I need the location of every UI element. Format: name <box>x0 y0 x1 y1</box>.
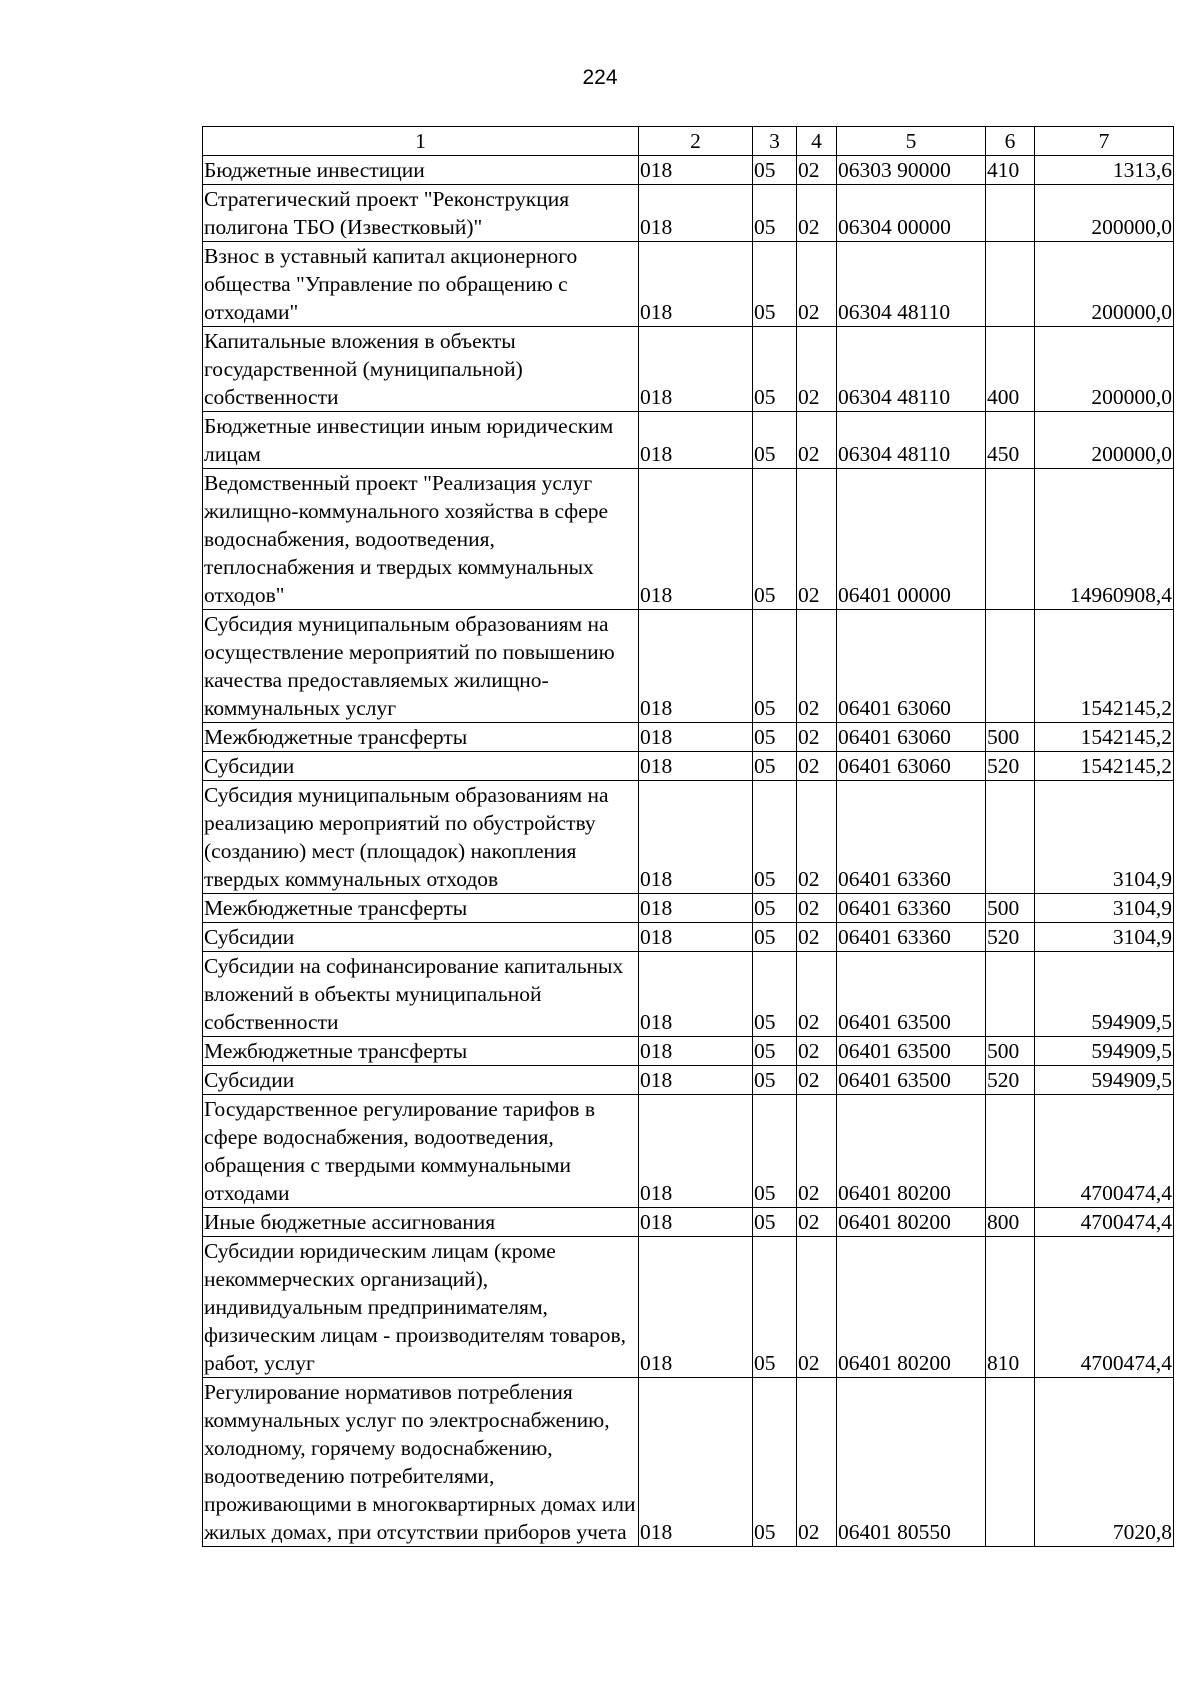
page-number: 224 <box>582 66 618 89</box>
expense-type-cell: 520 <box>986 923 1035 952</box>
code-cell: 018 <box>639 1037 753 1066</box>
amount-cell: 1542145,2 <box>1035 610 1174 723</box>
header-cell: 1 <box>203 127 639 156</box>
header-row <box>203 127 1174 156</box>
subsection-cell: 02 <box>797 894 837 923</box>
code-cell: 018 <box>639 1378 753 1547</box>
target-article-cell: 06304 48110 <box>837 412 986 469</box>
amount-cell: 1313,6 <box>1035 156 1174 185</box>
code-cell: 018 <box>639 1095 753 1208</box>
amount-cell: 4700474,4 <box>1035 1095 1174 1208</box>
subsection-cell: 02 <box>797 469 837 610</box>
table-row <box>203 1237 1174 1378</box>
row-name-cell: Регулирование нормативов потребления коммунальных услуг по электроснабжению, холодному, горячему водоснабжению, водоотведению потребителями, проживающими в многоквартирных домах или жилых домах, при отсутствии приборов учета <box>203 1378 639 1547</box>
section-cell: 05 <box>753 781 797 894</box>
target-article-cell: 06304 00000 <box>837 185 986 242</box>
row-name-cell: Взнос в уставный капитал акционерного общества "Управление по обращению с отходами" <box>203 242 639 327</box>
section-cell: 05 <box>753 1237 797 1378</box>
table-row <box>203 610 1174 723</box>
subsection-cell: 02 <box>797 1378 837 1547</box>
section-cell: 05 <box>753 1066 797 1095</box>
row-name-cell: Субсидия муниципальным образованиям на осуществление мероприятий по повышению качества предоставляемых жилищно-коммунальных услуг <box>203 610 639 723</box>
expense-type-cell: 520 <box>986 1066 1035 1095</box>
amount-cell: 1542145,2 <box>1035 723 1174 752</box>
target-article-cell: 06401 63360 <box>837 781 986 894</box>
amount-cell: 200000,0 <box>1035 327 1174 412</box>
target-article-cell: 06303 90000 <box>837 156 986 185</box>
subsection-cell: 02 <box>797 242 837 327</box>
expense-type-cell: 500 <box>986 723 1035 752</box>
subsection-cell: 02 <box>797 327 837 412</box>
header-cell: 5 <box>837 127 986 156</box>
row-name-cell: Бюджетные инвестиции <box>203 156 639 185</box>
table-row <box>203 752 1174 781</box>
amount-cell: 3104,9 <box>1035 923 1174 952</box>
target-article-cell: 06401 63500 <box>837 1037 986 1066</box>
expense-type-cell <box>986 1095 1035 1208</box>
table-row <box>203 185 1174 242</box>
subsection-cell: 02 <box>797 1066 837 1095</box>
target-article-cell: 06401 63060 <box>837 723 986 752</box>
code-cell: 018 <box>639 156 753 185</box>
expense-type-cell: 400 <box>986 327 1035 412</box>
row-name-cell: Субсидии <box>203 752 639 781</box>
expense-type-cell <box>986 469 1035 610</box>
subsection-cell: 02 <box>797 752 837 781</box>
section-cell: 05 <box>753 412 797 469</box>
row-name-cell: Субсидии юридическим лицам (кроме некоммерческих организаций), индивидуальным предпринимателям, физическим лицам - производителям товаров, работ, услуг <box>203 1237 639 1378</box>
section-cell: 05 <box>753 610 797 723</box>
header-cell: 7 <box>1035 127 1174 156</box>
row-name-cell: Субсидии <box>203 923 639 952</box>
subsection-cell: 02 <box>797 923 837 952</box>
code-cell: 018 <box>639 412 753 469</box>
target-article-cell: 06304 48110 <box>837 327 986 412</box>
expense-type-cell: 450 <box>986 412 1035 469</box>
amount-cell: 594909,5 <box>1035 1066 1174 1095</box>
code-cell: 018 <box>639 723 753 752</box>
table-row <box>203 1066 1174 1095</box>
row-name-cell: Межбюджетные трансферты <box>203 894 639 923</box>
amount-cell: 4700474,4 <box>1035 1237 1174 1378</box>
header-cell: 2 <box>639 127 753 156</box>
expense-type-cell: 810 <box>986 1237 1035 1378</box>
amount-cell: 594909,5 <box>1035 952 1174 1037</box>
subsection-cell: 02 <box>797 1237 837 1378</box>
section-cell: 05 <box>753 1095 797 1208</box>
table-row <box>203 781 1174 894</box>
section-cell: 05 <box>753 723 797 752</box>
header-cell: 3 <box>753 127 797 156</box>
amount-cell: 200000,0 <box>1035 412 1174 469</box>
expense-type-cell <box>986 781 1035 894</box>
amount-cell: 7020,8 <box>1035 1378 1174 1547</box>
row-name-cell: Капитальные вложения в объекты государственной (муниципальной) собственности <box>203 327 639 412</box>
budget-table <box>202 126 1174 1547</box>
amount-cell: 14960908,4 <box>1035 469 1174 610</box>
row-name-cell: Межбюджетные трансферты <box>203 723 639 752</box>
code-cell: 018 <box>639 952 753 1037</box>
subsection-cell: 02 <box>797 1037 837 1066</box>
table-row <box>203 412 1174 469</box>
section-cell: 05 <box>753 752 797 781</box>
table-row <box>203 1095 1174 1208</box>
row-name-cell: Бюджетные инвестиции иным юридическим лицам <box>203 412 639 469</box>
amount-cell: 4700474,4 <box>1035 1208 1174 1237</box>
expense-type-cell: 520 <box>986 752 1035 781</box>
code-cell: 018 <box>639 894 753 923</box>
table-row <box>203 242 1174 327</box>
table-row <box>203 923 1174 952</box>
expense-type-cell <box>986 952 1035 1037</box>
section-cell: 05 <box>753 469 797 610</box>
table-row <box>203 1378 1174 1547</box>
target-article-cell: 06401 63060 <box>837 610 986 723</box>
subsection-cell: 02 <box>797 1095 837 1208</box>
subsection-cell: 02 <box>797 156 837 185</box>
code-cell: 018 <box>639 1208 753 1237</box>
target-article-cell: 06401 00000 <box>837 469 986 610</box>
section-cell: 05 <box>753 923 797 952</box>
subsection-cell: 02 <box>797 610 837 723</box>
row-name-cell: Межбюджетные трансферты <box>203 1037 639 1066</box>
table-row <box>203 894 1174 923</box>
section-cell: 05 <box>753 1378 797 1547</box>
code-cell: 018 <box>639 923 753 952</box>
target-article-cell: 06401 63360 <box>837 894 986 923</box>
amount-cell: 200000,0 <box>1035 242 1174 327</box>
subsection-cell: 02 <box>797 185 837 242</box>
subsection-cell: 02 <box>797 1208 837 1237</box>
expense-type-cell: 410 <box>986 156 1035 185</box>
section-cell: 05 <box>753 1037 797 1066</box>
table-row <box>203 1037 1174 1066</box>
section-cell: 05 <box>753 894 797 923</box>
section-cell: 05 <box>753 1208 797 1237</box>
target-article-cell: 06401 63500 <box>837 1066 986 1095</box>
table-row <box>203 327 1174 412</box>
table-row <box>203 156 1174 185</box>
subsection-cell: 02 <box>797 412 837 469</box>
amount-cell: 3104,9 <box>1035 781 1174 894</box>
subsection-cell: 02 <box>797 952 837 1037</box>
row-name-cell: Ведомственный проект "Реализация услуг жилищно-коммунального хозяйства в сфере водоснабжения, водоотведения, теплоснабжения и твердых коммунальных отходов" <box>203 469 639 610</box>
row-name-cell: Субсидии <box>203 1066 639 1095</box>
section-cell: 05 <box>753 952 797 1037</box>
code-cell: 018 <box>639 242 753 327</box>
amount-cell: 1542145,2 <box>1035 752 1174 781</box>
header-cell: 6 <box>986 127 1035 156</box>
table-row <box>203 1208 1174 1237</box>
section-cell: 05 <box>753 242 797 327</box>
code-cell: 018 <box>639 185 753 242</box>
code-cell: 018 <box>639 781 753 894</box>
expense-type-cell: 500 <box>986 1037 1035 1066</box>
subsection-cell: 02 <box>797 723 837 752</box>
code-cell: 018 <box>639 752 753 781</box>
section-cell: 05 <box>753 327 797 412</box>
amount-cell: 594909,5 <box>1035 1037 1174 1066</box>
row-name-cell: Стратегический проект "Реконструкция полигона ТБО (Известковый)" <box>203 185 639 242</box>
target-article-cell: 06401 63500 <box>837 952 986 1037</box>
table-row <box>203 723 1174 752</box>
amount-cell: 3104,9 <box>1035 894 1174 923</box>
code-cell: 018 <box>639 327 753 412</box>
target-article-cell: 06401 80200 <box>837 1208 986 1237</box>
table-body <box>203 127 1174 1547</box>
row-name-cell: Иные бюджетные ассигнования <box>203 1208 639 1237</box>
subsection-cell: 02 <box>797 781 837 894</box>
table-row <box>203 952 1174 1037</box>
amount-cell: 200000,0 <box>1035 185 1174 242</box>
expense-type-cell <box>986 610 1035 723</box>
expense-type-cell <box>986 1378 1035 1547</box>
expense-type-cell <box>986 242 1035 327</box>
code-cell: 018 <box>639 1237 753 1378</box>
target-article-cell: 06401 80200 <box>837 1095 986 1208</box>
section-cell: 05 <box>753 156 797 185</box>
expense-type-cell <box>986 185 1035 242</box>
target-article-cell: 06401 80200 <box>837 1237 986 1378</box>
row-name-cell: Субсидии на софинансирование капитальных вложений в объекты муниципальной собственности <box>203 952 639 1037</box>
code-cell: 018 <box>639 469 753 610</box>
header-cell: 4 <box>797 127 837 156</box>
expense-type-cell: 800 <box>986 1208 1035 1237</box>
section-cell: 05 <box>753 185 797 242</box>
target-article-cell: 06304 48110 <box>837 242 986 327</box>
target-article-cell: 06401 63360 <box>837 923 986 952</box>
code-cell: 018 <box>639 610 753 723</box>
code-cell: 018 <box>639 1066 753 1095</box>
table-row <box>203 469 1174 610</box>
row-name-cell: Субсидия муниципальным образованиям на реализацию мероприятий по обустройству (созданию) мест (площадок) накопления твердых коммунальных отходов <box>203 781 639 894</box>
target-article-cell: 06401 80550 <box>837 1378 986 1547</box>
row-name-cell: Государственное регулирование тарифов в сфере водоснабжения, водоотведения, обращения с твердыми коммунальными отходами <box>203 1095 639 1208</box>
target-article-cell: 06401 63060 <box>837 752 986 781</box>
expense-type-cell: 500 <box>986 894 1035 923</box>
